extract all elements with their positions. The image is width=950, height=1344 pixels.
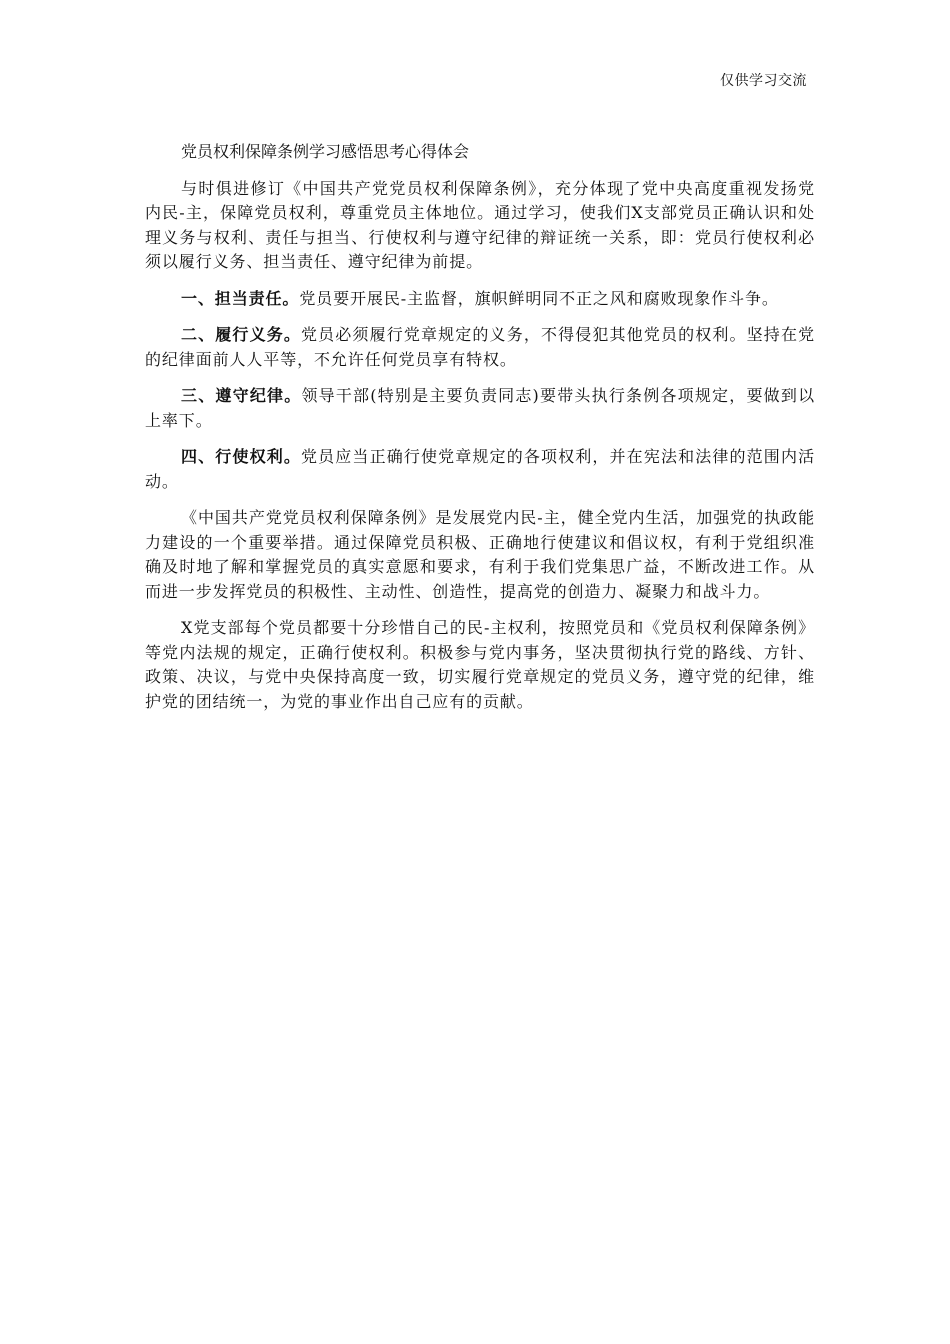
point-paragraph bbox=[145, 323, 815, 372]
point-text: 党员应当正确行使党章规定的各项权利，并在宪法和法律的范围内活动。 bbox=[145, 447, 815, 491]
header-note: 仅供学习交流 bbox=[720, 73, 807, 89]
point-paragraph bbox=[145, 287, 815, 312]
point-paragraph bbox=[145, 384, 815, 433]
document-body bbox=[145, 140, 815, 726]
conclusion-paragraph: X党支部每个党员都要十分珍惜自己的民-主权利，按照党员和《党员权利保障条例》等党内法规的规定，正确行使权利。积极参与党内事务，坚决贯彻执行党的路线、方针、政策、决议，与党中央保持高度一致，切实履行党章规定的党员义务，遵守党的纪律，维护党的团结统一，为党的事业作出自己应有的贡献。 bbox=[145, 618, 815, 711]
point-text: 领导干部(特别是主要负责同志)要带头执行条例各项规定，要做到以上率下。 bbox=[145, 386, 815, 430]
point-heading: 二、履行义务。 bbox=[181, 325, 301, 344]
document-title: 党员权利保障条例学习感悟思考心得体会 bbox=[181, 142, 470, 161]
point-text: 党员必须履行党章规定的义务，不得侵犯其他党员的权利。坚持在党的纪律面前人人平等，不允许任何党员享有特权。 bbox=[145, 325, 815, 369]
point-heading: 一、担当责任。 bbox=[181, 288, 300, 308]
point-heading: 三、遵守纪律。 bbox=[181, 386, 302, 405]
intro-paragraph: 与时俱进修订《中国共产党党员权利保障条例》，充分体现了党中央高度重视发扬党内民-主，保障党员权利，尊重党员主体地位。通过学习，使我们X支部党员正确认识和处理义务与权利、责任与担当、行使权利与遵守纪律的辩证统一关系，即：党员行使权利必须以履行义务、担当责任、遵守纪律为前提。 bbox=[145, 178, 815, 271]
point-paragraph bbox=[145, 445, 815, 494]
significance-paragraph: 《中国共产党党员权利保障条例》是发展党内民-主，健全党内生活，加强党的执政能力建设的一个重要举措。通过保障党员积极、正确地行使建议和倡议权，有利于党组织准确及时地了解和掌握党员的真实意愿和要求，有利于我们党集思广益，不断改进工作。从而进一步发挥党员的积极性、主动性、创造性，提高党的创造力、凝聚力和战斗力。 bbox=[145, 508, 815, 601]
point-heading: 四、行使权利。 bbox=[181, 447, 301, 466]
point-text: 党员要开展民-主监督，旗帜鲜明同不正之风和腐败现象作斗争。 bbox=[299, 288, 779, 308]
